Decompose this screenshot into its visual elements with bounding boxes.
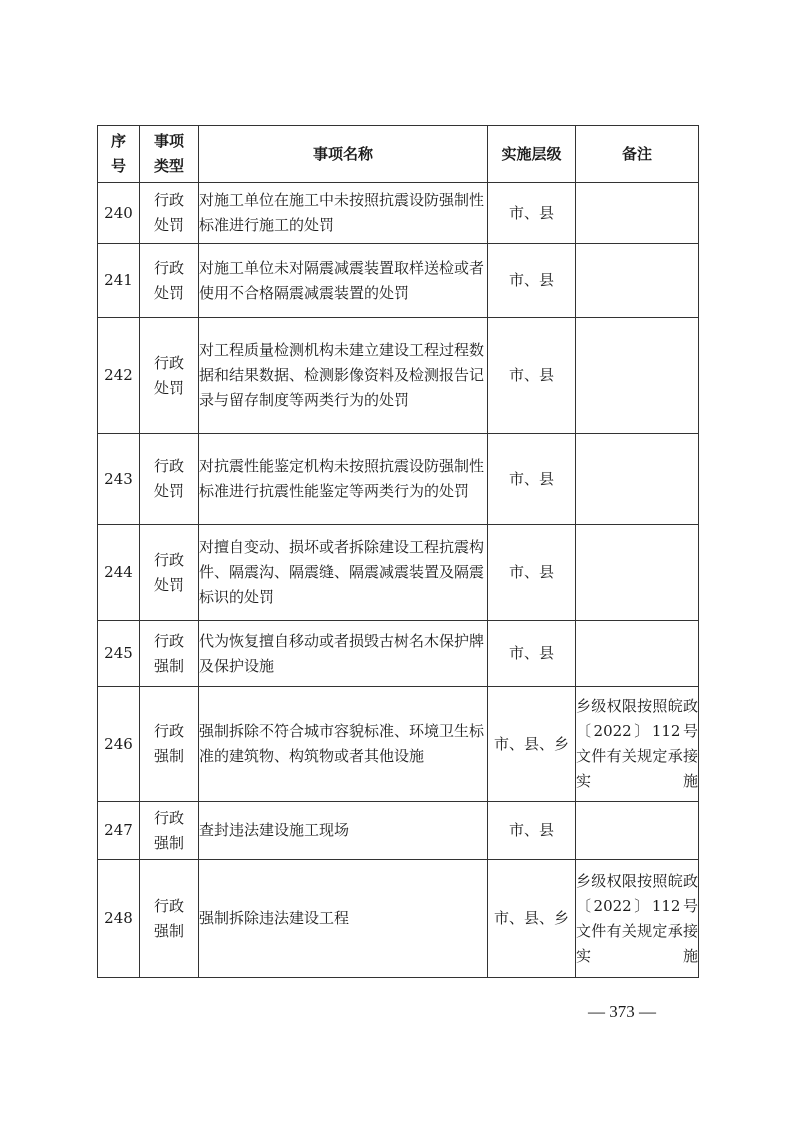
row-type-line-2: 强制 <box>153 921 184 940</box>
header-type <box>140 126 199 183</box>
header-type-line-1: 事项 <box>153 132 184 150</box>
row-number: 244 <box>98 525 140 621</box>
row-type-line-1: 行政 <box>153 457 184 475</box>
row-note: 乡级权限按照皖政〔2022〕112号文件有关规定承接实施 <box>576 860 699 978</box>
row-note <box>576 434 699 525</box>
table-row <box>98 183 699 244</box>
row-type-line-1: 行政 <box>153 631 184 650</box>
header-no <box>98 126 140 183</box>
row-note: 乡级权限按照皖政〔2022〕112号文件有关规定承接实施 <box>576 687 699 802</box>
row-type <box>140 244 199 318</box>
row-type <box>140 183 199 244</box>
row-name: 强制拆除不符合城市容貌标准、环境卫生标准的建筑物、构筑物或者其他设施 <box>199 687 488 802</box>
row-level: 市、县 <box>488 434 576 525</box>
row-type-line-2: 处罚 <box>153 482 184 500</box>
row-type-line-2: 处罚 <box>153 575 184 594</box>
row-name: 对工程质量检测机构未建立建设工程过程数据和结果数据、检测影像资料及检测报告记录与留存制度等两类行为的处罚 <box>199 318 488 434</box>
row-level: 市、县 <box>488 621 576 687</box>
row-note <box>576 318 699 434</box>
row-name: 强制拆除违法建设工程 <box>199 860 488 978</box>
row-number: 243 <box>98 434 140 525</box>
header-name: 事项名称 <box>199 126 488 183</box>
header-no-line-2: 号 <box>110 157 126 175</box>
row-type-line-1: 行政 <box>153 353 184 372</box>
header-type-line-2: 类型 <box>153 157 184 175</box>
row-level: 市、县、乡 <box>488 860 576 978</box>
row-type-line-1: 行政 <box>153 896 184 915</box>
table-row <box>98 434 699 525</box>
row-note <box>576 183 699 244</box>
row-type-line-2: 强制 <box>153 833 184 852</box>
row-number: 241 <box>98 244 140 318</box>
row-level: 市、县 <box>488 244 576 318</box>
row-level: 市、县 <box>488 318 576 434</box>
header-note: 备注 <box>576 126 699 183</box>
row-type <box>140 687 199 802</box>
row-number: 245 <box>98 621 140 687</box>
row-name: 代为恢复擅自移动或者损毁古树名木保护牌及保护设施 <box>199 621 488 687</box>
row-type-line-1: 行政 <box>153 722 184 740</box>
row-type-line-1: 行政 <box>153 258 184 277</box>
row-note <box>576 244 699 318</box>
row-level: 市、县 <box>488 802 576 860</box>
row-type <box>140 318 199 434</box>
row-number: 247 <box>98 802 140 860</box>
row-level: 市、县 <box>488 525 576 621</box>
row-name: 对施工单位未对隔震减震装置取样送检或者使用不合格隔震减震装置的处罚 <box>199 244 488 318</box>
table-row <box>98 860 699 978</box>
table-row <box>98 525 699 621</box>
header-row <box>98 126 699 183</box>
row-name: 对擅自变动、损坏或者拆除建设工程抗震构件、隔震沟、隔震缝、隔震减震装置及隔震标识的处罚 <box>199 525 488 621</box>
row-note <box>576 525 699 621</box>
row-name: 对施工单位在施工中未按照抗震设防强制性标准进行施工的处罚 <box>199 183 488 244</box>
table-row <box>98 244 699 318</box>
row-name: 对抗震性能鉴定机构未按照抗震设防强制性标准进行抗震性能鉴定等两类行为的处罚 <box>199 434 488 525</box>
row-type-line-2: 处罚 <box>153 216 184 234</box>
page-number: — 373 — <box>588 1002 656 1021</box>
row-type <box>140 621 199 687</box>
row-type-line-2: 处罚 <box>153 283 184 302</box>
table-row <box>98 802 699 860</box>
row-type <box>140 860 199 978</box>
row-number: 242 <box>98 318 140 434</box>
row-number: 240 <box>98 183 140 244</box>
table-row <box>98 318 699 434</box>
row-level: 市、县、乡 <box>488 687 576 802</box>
row-type <box>140 802 199 860</box>
row-note <box>576 802 699 860</box>
row-note <box>576 621 699 687</box>
row-level: 市、县 <box>488 183 576 244</box>
row-type-line-1: 行政 <box>153 808 184 827</box>
header-no-line-1: 序 <box>110 132 126 150</box>
row-type-line-2: 强制 <box>153 656 184 675</box>
row-number: 248 <box>98 860 140 978</box>
row-type-line-2: 强制 <box>153 747 184 765</box>
row-number: 246 <box>98 687 140 802</box>
row-name: 查封违法建设施工现场 <box>199 802 488 860</box>
row-type-line-2: 处罚 <box>153 378 184 397</box>
row-type-line-1: 行政 <box>153 550 184 569</box>
table-row <box>98 687 699 802</box>
row-type <box>140 434 199 525</box>
row-type-line-1: 行政 <box>153 191 184 209</box>
table-row <box>98 621 699 687</box>
row-type <box>140 525 199 621</box>
items-table <box>97 125 699 978</box>
header-level: 实施层级 <box>488 126 576 183</box>
